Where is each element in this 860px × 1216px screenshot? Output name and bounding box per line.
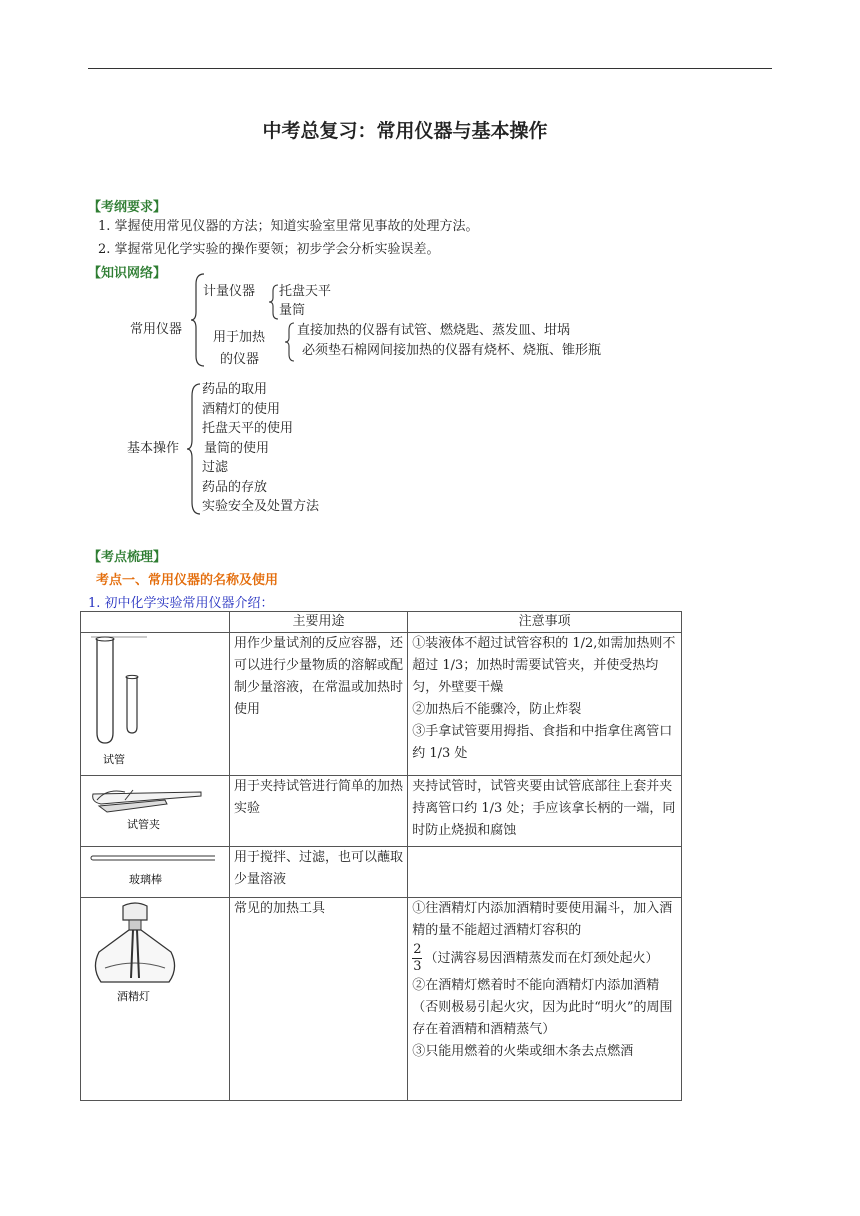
operation-item: 药品的存放 (202, 480, 268, 495)
note-line: ③手拿试管要用拇指、食指和中指拿住离管口约 1/3 处 (412, 724, 673, 761)
notes-cell (408, 847, 682, 898)
operation-item: 托盘天平的使用 (202, 421, 294, 436)
heating-item: 直接加热的仪器有试管、燃烧匙、蒸发皿、坩埚 (297, 323, 571, 338)
table-header-row (81, 612, 682, 633)
notes-cell (408, 898, 682, 1101)
review-heading: 【考点梳理】 (88, 550, 167, 565)
measuring-item: 托盘天平 (279, 284, 332, 299)
notes-cell: 夹持试管时，试管夹要由试管底部往上套并夹持离管口约 1/3 处；手应该拿长柄的一端，同时防止烧损和腐蚀 (408, 776, 682, 847)
requirements-heading: 【考纲要求】 (88, 200, 167, 215)
header-rule (88, 68, 772, 69)
note-line: ①装液体不超过试管容积的 1/2,如需加热则不超过 1/3；加热时需要试管夹，并使受热均匀，外壁要干燥 (412, 636, 676, 695)
heating-label-line1: 用于加热 (213, 330, 266, 345)
note-line: ②在酒精灯燃着时不能向酒精灯内添加酒精（否则极易引起火灾，因为此时“明火”的周围存在着酒精和酒精蒸气） (412, 978, 673, 1037)
image-cell (81, 633, 230, 776)
table-row (81, 847, 682, 898)
measuring-label: 计量仪器 (203, 284, 256, 299)
note-text: （过满容易因酒精蒸发而在灯颈处起火） (424, 951, 659, 966)
notes-cell (408, 633, 682, 776)
table-intro: 1. 初中化学实验常用仪器介绍： (88, 596, 274, 611)
note-text: ①往酒精灯内添加酒精时要使用漏斗，加入酒精的量不能超过酒精灯容积的 (412, 901, 673, 938)
glass-rod-illustration (85, 847, 215, 889)
header-cell (81, 612, 230, 633)
heating-brace (284, 322, 296, 362)
header-cell: 主要用途 (229, 612, 407, 633)
table-row (81, 633, 682, 776)
use-cell: 用于夹持试管进行简单的加热实验 (229, 776, 407, 847)
image-cell (81, 898, 230, 1101)
alcohol-lamp-caption: 酒精灯 (117, 990, 150, 1003)
heating-label-line2: 的仪器 (220, 352, 260, 367)
operation-item: 酒精灯的使用 (202, 402, 281, 417)
measuring-item: 量筒 (279, 303, 306, 318)
fraction-numerator: 2 (413, 942, 422, 957)
use-cell: 用于搅拌、过滤，也可以蘸取少量溶液 (229, 847, 407, 898)
point1-heading: 考点一、常用仪器的名称及使用 (96, 573, 279, 588)
header-cell: 注意事项 (408, 612, 682, 633)
operations-brace (186, 382, 202, 516)
fraction (412, 942, 422, 975)
table-row (81, 776, 682, 847)
requirement-item: 1. 掌握使用常见仪器的方法；知道实验室里常见事故的处理方法。 (98, 219, 479, 234)
page-title: 中考总复习：常用仪器与基本操作 (262, 120, 548, 142)
image-cell (81, 776, 230, 847)
operation-item: 量筒的使用 (204, 441, 270, 456)
operation-item: 药品的取用 (202, 382, 268, 397)
use-cell: 用作少量试剂的反应容器，还可以进行少量物质的溶解或配制少量溶液，在常温或加热时使用 (229, 633, 407, 776)
network-heading: 【知识网络】 (88, 266, 167, 281)
fraction-denominator: 3 (413, 959, 422, 974)
note-line: ②加热后不能骤冷，防止炸裂 (412, 702, 582, 717)
note-line (412, 898, 677, 975)
test-tube-holder-illustration (85, 776, 215, 838)
glass-rod-caption: 玻璃棒 (129, 873, 162, 886)
operations-root: 基本操作 (127, 441, 180, 456)
test-tube-illustration (85, 633, 215, 767)
note-line: ③只能用燃着的火柴或细木条去点燃酒 (412, 1044, 634, 1059)
operation-item: 实验安全及处置方法 (202, 499, 320, 514)
operation-item: 过滤 (202, 460, 229, 475)
use-cell: 常见的加热工具 (229, 898, 407, 1101)
requirement-item: 2. 掌握常见化学实验的操作要领；初步学会分析实验误差。 (98, 242, 440, 257)
image-cell (81, 847, 230, 898)
heating-item: 必须垫石棉网间接加热的仪器有烧杯、烧瓶、锥形瓶 (302, 343, 602, 358)
table-row (81, 898, 682, 1101)
instrument-table (80, 611, 682, 1101)
alcohol-lamp-illustration (85, 898, 215, 1008)
instruments-root: 常用仪器 (130, 322, 183, 337)
test-tube-holder-caption: 试管夹 (127, 818, 160, 831)
test-tube-caption: 试管 (103, 753, 125, 766)
